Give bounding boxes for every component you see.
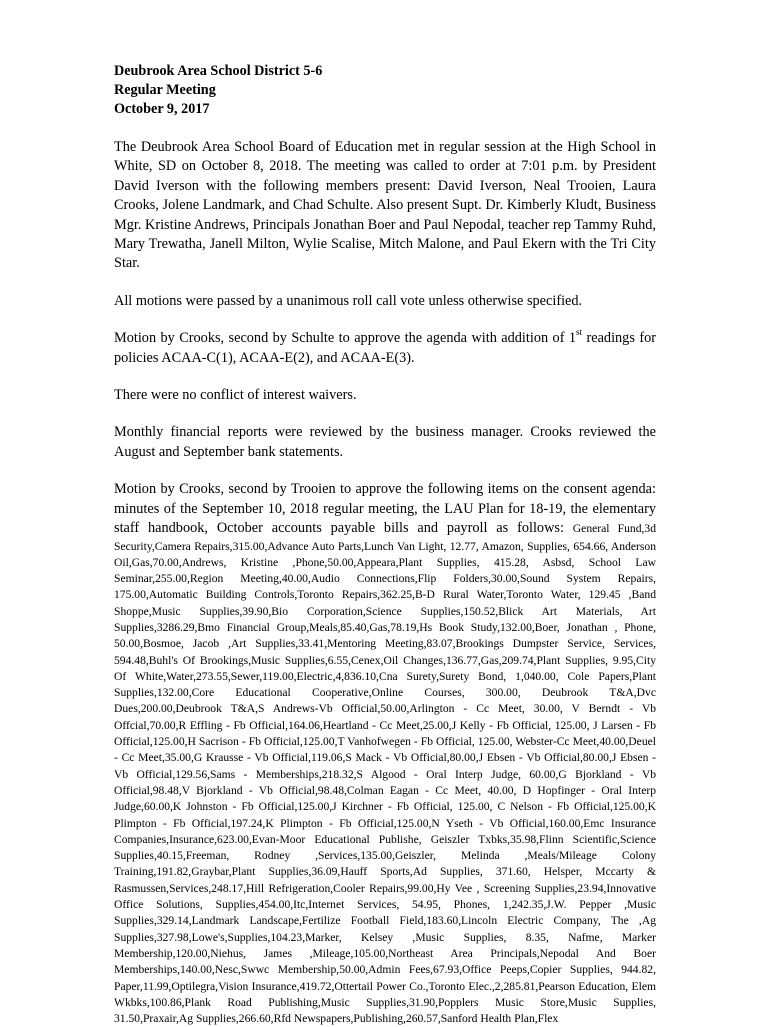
agenda-motion-paragraph (114, 329, 656, 368)
document-header (114, 62, 656, 119)
agenda-motion-text-end: readings for policies ACAA-C(1), ACAA-E(2), and ACAA-E(3). (114, 330, 656, 366)
meeting-type: Regular Meeting (114, 82, 216, 98)
agenda-motion-text: Motion by Crooks, second by Schulte to approve the agenda with addition of 1 (114, 330, 577, 347)
financial-paragraph: Monthly financial reports were reviewed by the business manager. Crooks reviewed the August and September bank statements. (114, 424, 656, 460)
conflict-paragraph: There were no conflict of interest waivers. (114, 387, 357, 404)
opening-paragraph: The Deubrook Area School Board of Education met in regular session at the High School in White, SD on October 8, 2018. The meeting was called to order at 7:01 p.m. by President David Iverson with the following members present: David Iverson, Neal Trooien, Laura Crooks, Jolene Landmark, and Chad Schulte. Also present Supt. Dr. Kimberly Kludt, Business Mgr. Kristine Andrews, Principals Jonathan Boer and Paul Nepodal, teacher rep Tammy Ruhd, Mary Trewatha, Janell Milton, Wylie Scalise, Mitch Malone, and Paul Ekern with the Tri City Star. (114, 139, 656, 272)
district-name: Deubrook Area School District 5-6 (114, 63, 323, 79)
consent-agenda-lead: Motion by Crooks, second by Trooien to approve the following items on the consent agenda: minutes of the September 10, 2018 regular meeting, the LAU Plan for 18-19, the elementary staff handbook, October accounts payable bills and payroll as follows: (114, 481, 656, 537)
agenda-superscript: st (576, 327, 583, 338)
consent-agenda-paragraph (114, 480, 656, 1027)
motions-note-paragraph: All motions were passed by a unanimous roll call vote unless otherwise specified. (114, 292, 583, 309)
meeting-date: October 9, 2017 (114, 101, 210, 117)
bills-list: General Fund,3d Security,Camera Repairs,315.00,Advance Auto Parts,Lunch Van Light, 12.77, Amazon, Supplies, 654.66, Anderson Oil,Gas,70.00,Andrews, Kristine ,Phone,50.00,Appeara,Plant Supplies, 415.28, Asbsd, School Law Seminar,255.00,Region Meeting,40.00,Audio Connections,Flip Folders,30.00,Sound System Repairs, 175.00,Automatic Building Controls,Toronto Repairs,362.25,B-D Rural Water,Toronto Water, 129.45 ,Band Shoppe,Music Supplies,39.90,Bio Corporation,Science Supplies,150.52,Blick Art Materials, Art Supplies,3286.29,Bmo Financial Group,Meals,85.40,Gas,78.19,Hs Book Study,132.00,Boer, Jonathan , Phone, 50.00,Bosmoe, Jacob ,Art Supplies,33.41,Mentoring Meeting,83.07,Brookings Dumpster Service, Services, 594.48,Buhl's Of Brookings,Music Supplies,6.55,Cenex,Oil Changes,136.77,Gas,209.74,Plant Supplies, 9.95,City Of White,Water,273.55,Sewer,119.00,Electric,4,836.10,Cna Surety,Surety Bond, 1,040.00, Cole Papers,Plant Supplies,132.00,Core Educational Cooperative,Online Courses, 300.00, Deubrook T&A,Dvc Dues,200.00,Deubrook T&A,S Andrews-Vb Official,50.00,Arlington - Cc Meet, 30.00, V Berndt - Vb Offcial,70.00,R Effling - Fb Official,164.06,Heartland - Cc Meet,25.00,J Kelly - Fb Official, 125.00, J Larsen - Fb Official,125.00,H Sacrison - Fb Official,125.00,T Vanhofwegen - Fb Official, 125.00, Webster-Cc Meet,40.00,Deuel - Cc Meet,35.00,G Krausse - Vb Official,119.06,S Mack - Vb Official,80.00,J Ebsen - Vb Official,80.00,J Ebsen - Vb Official,129.56,Sams - Memberships,218.32,S Algood - Oral Interp Judge, 60.00,G Bjorkland - Vb Official,98.48,V Bjorkland - Vb Official,98.48,Colman Eagan - Cc Meet, 40.00, D Hopfinger - Oral Interp Judge,60.00,K Johnston - Fb Official,125.00,J Kirchner - Fb Official, 125.00, C Nelson - Fb Official,125.00,K Plimpton - Fb Official,197.24,K Plimpton - Fb Official,125.00,N Yseth - Vb Official,160.00,Emc Insurance Companies,Insurance,623.00,Evan-Moor Educational Publishe, Geiszler Txbks,35.98,Flinn Scientific,Science Supplies,40.15,Freeman, Rodney ,Services,135.00,Geiszler, Melinda ,Meals/Mileage Colony Training,191.82,Graybar,Plant Supplies,36.09,Hauff Sports,Ad Supplies, 371.60, Helsper, Mccarty & Rasmussen,Services,248.17,Hill Refrigeration,Cooler Repairs,99.00,Hy Vee , Screening Supplies,23.94,Innovative Office Solutions, Supplies,454.00,Itc,Internet Services, 54.95, Phones, 1,242.35,J.W. Pepper ,Music Supplies,329.14,Landmark Landscape,Fertilize Football Field,183.60,Lincoln Electric Company, The ,Ag Supplies,327.98,Lowe's,Supplies,104.23,Marker, Kelsey ,Music Supplies, 8.35, Nafme, Marker Membership,120.00,Niehus, James ,Mileage,105.00,Northeast Area Principals,Nepodal And Boer Memberships,140.00,Nesc,Swwc Membership,50.00,Admin Fees,67.93,Office Peeps,Copier Supplies, 944.82, Paper,11.99,Optilegra,Vision Insurance,419.72,Ottertail Power Co.,Toronto Elec.,2,285.81,Pearson Education, Elem Wkbks,100.86,Plank Road Publishing,Music Supplies,31.90,Popplers Music Store,Music Supplies, 31.50,Praxair,Ag Supplies,266.60,Rfd Newspapers,Publishing,260.57,Sanford Health Plan,Flex (114, 522, 657, 1026)
